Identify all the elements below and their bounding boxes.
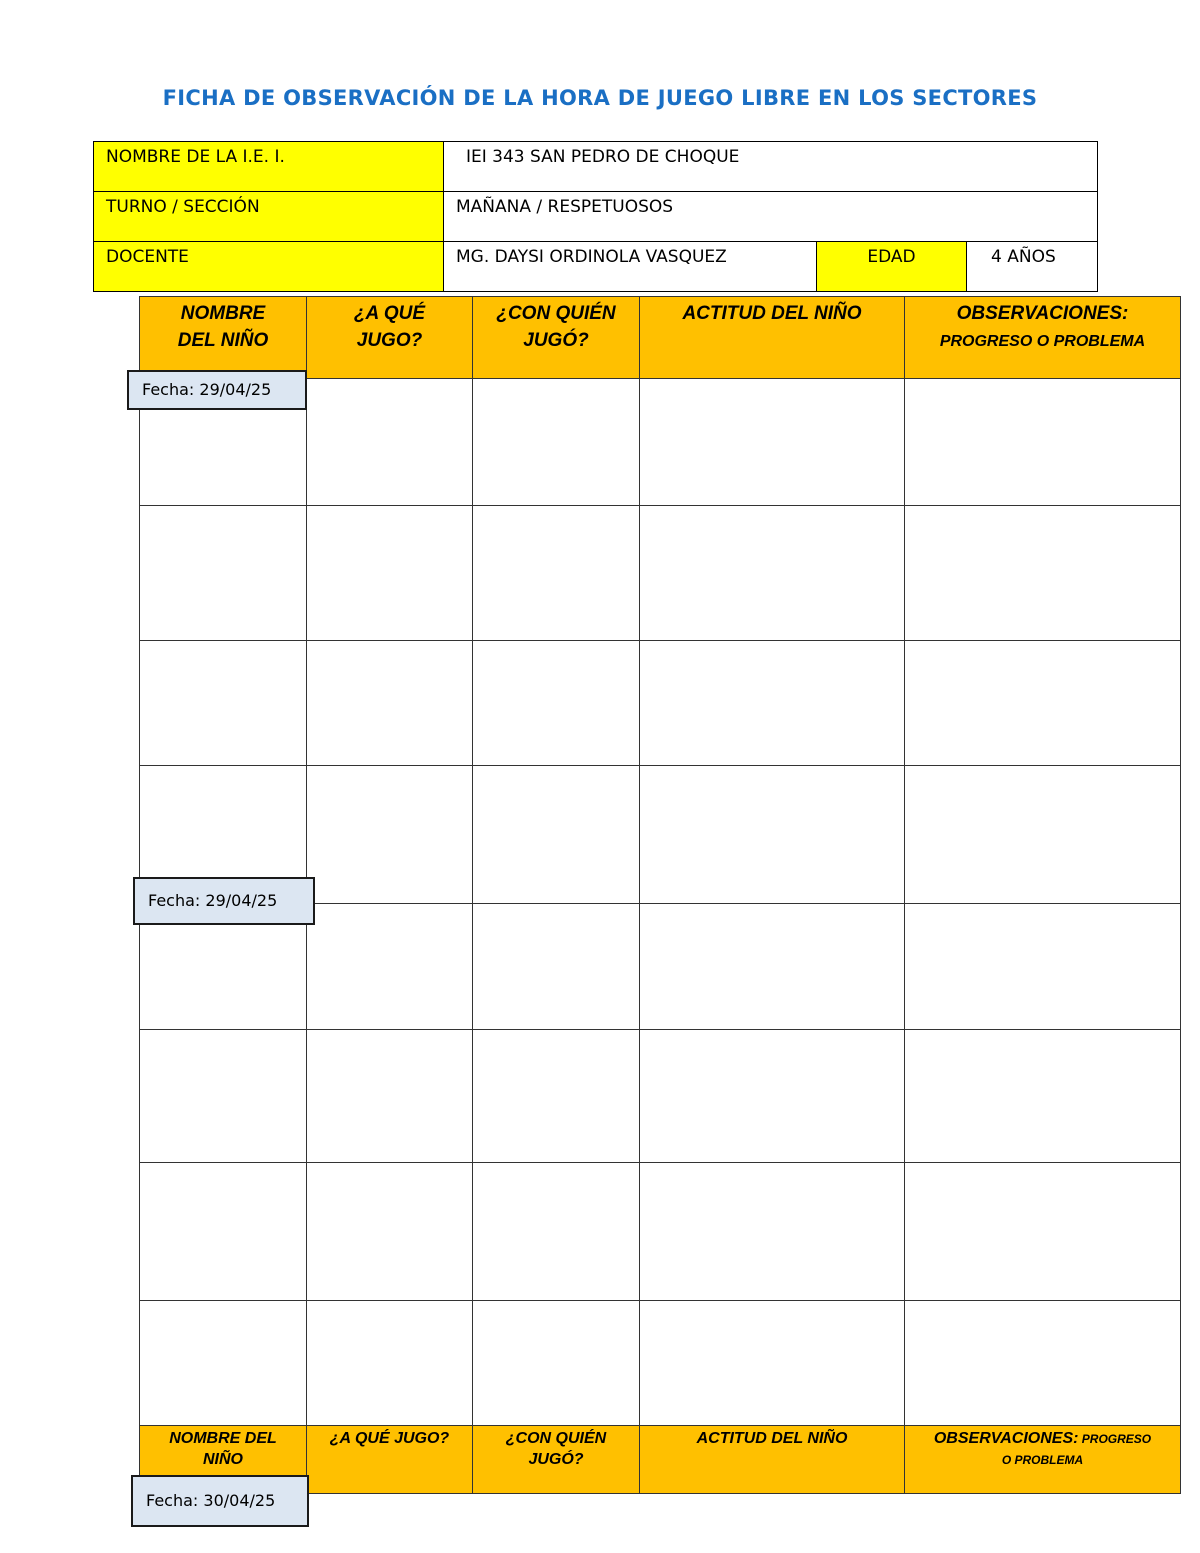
header-child-name-line2: DEL NIÑO [177, 330, 269, 351]
shift-label: TURNO / SECCIÓN [94, 192, 444, 242]
table-row [140, 506, 1181, 641]
info-row-school [94, 142, 1098, 192]
table-header-row [140, 297, 1181, 379]
header-what-played-line2: JUGO? [356, 330, 423, 351]
table-cell[interactable] [140, 641, 307, 766]
table-cell[interactable] [473, 641, 640, 766]
table-cell[interactable] [905, 641, 1181, 766]
footer-child-name-line1: NOMBRE DEL [169, 1430, 277, 1447]
table-cell[interactable] [905, 1030, 1181, 1163]
table-cell[interactable] [905, 904, 1181, 1030]
table-cell[interactable] [473, 766, 640, 904]
table-cell[interactable] [640, 506, 905, 641]
footer-attitude: ACTITUD DEL NIÑO [640, 1426, 905, 1494]
footer-observations-rest-a: PROGRESO [1078, 1432, 1152, 1446]
date-label-third: Fecha: 30/04/25 [131, 1475, 309, 1527]
table-cell[interactable] [640, 1163, 905, 1301]
table-cell[interactable] [307, 641, 473, 766]
header-what-played-line1: ¿A QUÉ [353, 303, 426, 324]
table-cell[interactable] [905, 379, 1181, 506]
info-row-teacher [94, 242, 1098, 292]
table-cell[interactable] [473, 379, 640, 506]
table-cell[interactable] [905, 1163, 1181, 1301]
table-row [140, 641, 1181, 766]
header-child-name [140, 297, 307, 379]
table-cell[interactable] [640, 904, 905, 1030]
age-value: 4 AÑOS [967, 242, 1098, 292]
table-row [140, 1301, 1181, 1426]
footer-observations-rest-b: O PROBLEMA [1001, 1453, 1084, 1467]
table-cell[interactable] [640, 766, 905, 904]
header-what-played [307, 297, 473, 379]
header-child-name-line1: NOMBRE [180, 303, 266, 324]
footer-with-whom-line1: ¿CON QUIÉN [505, 1430, 607, 1447]
table-cell[interactable] [905, 506, 1181, 641]
teacher-value: MG. DAYSI ORDINOLA VASQUEZ [444, 242, 817, 292]
table-cell[interactable] [140, 506, 307, 641]
date-label-first: Fecha: 29/04/25 [127, 370, 307, 410]
table-cell[interactable] [140, 1030, 307, 1163]
table-cell[interactable] [307, 904, 473, 1030]
footer-observations [905, 1426, 1181, 1494]
table-cell[interactable] [473, 506, 640, 641]
footer-observations-bold: OBSERVACIONES: [933, 1430, 1079, 1447]
table-cell[interactable] [140, 1163, 307, 1301]
table-cell[interactable] [307, 379, 473, 506]
footer-with-whom [473, 1426, 640, 1494]
school-value: IEI 343 SAN PEDRO DE CHOQUE [444, 142, 1098, 192]
table-cell[interactable] [905, 766, 1181, 904]
table-cell[interactable] [140, 1301, 307, 1426]
age-label: EDAD [817, 242, 967, 292]
table-cell[interactable] [307, 1301, 473, 1426]
footer-what-played: ¿A QUÉ JUGO? [307, 1426, 473, 1494]
header-observations-line1: OBSERVACIONES: [956, 303, 1129, 324]
date-label-second: Fecha: 29/04/25 [133, 877, 315, 925]
table-cell[interactable] [640, 1030, 905, 1163]
page-title: FICHA DE OBSERVACIÓN DE LA HORA DE JUEGO LIBRE EN LOS SECTORES [162, 86, 1038, 110]
school-label: NOMBRE DE LA I.E. I. [94, 142, 444, 192]
table-cell[interactable] [307, 506, 473, 641]
table-cell[interactable] [307, 1030, 473, 1163]
table-row [140, 1030, 1181, 1163]
footer-child-name-line2: NIÑO [203, 1451, 243, 1468]
table-cell[interactable] [473, 1030, 640, 1163]
shift-value: MAÑANA / RESPETUOSOS [444, 192, 1098, 242]
info-row-shift [94, 192, 1098, 242]
header-attitude: ACTITUD DEL NIÑO [640, 297, 905, 379]
table-cell[interactable] [640, 1301, 905, 1426]
table-cell[interactable] [473, 1163, 640, 1301]
table-cell[interactable] [473, 904, 640, 1030]
table-cell[interactable] [640, 641, 905, 766]
table-cell[interactable] [640, 379, 905, 506]
table-cell[interactable] [473, 1301, 640, 1426]
table-row [140, 1163, 1181, 1301]
table-cell[interactable] [307, 1163, 473, 1301]
header-with-whom [473, 297, 640, 379]
table-cell[interactable] [905, 1301, 1181, 1426]
table-cell[interactable] [307, 766, 473, 904]
teacher-label: DOCENTE [94, 242, 444, 292]
header-observations-line2: PROGRESO O PROBLEMA [939, 333, 1146, 350]
info-table [93, 141, 1098, 292]
header-observations [905, 297, 1181, 379]
footer-with-whom-line2: JUGÓ? [528, 1451, 584, 1468]
header-with-whom-line1: ¿CON QUIÉN [496, 303, 616, 324]
header-with-whom-line2: JUGÓ? [523, 330, 589, 351]
